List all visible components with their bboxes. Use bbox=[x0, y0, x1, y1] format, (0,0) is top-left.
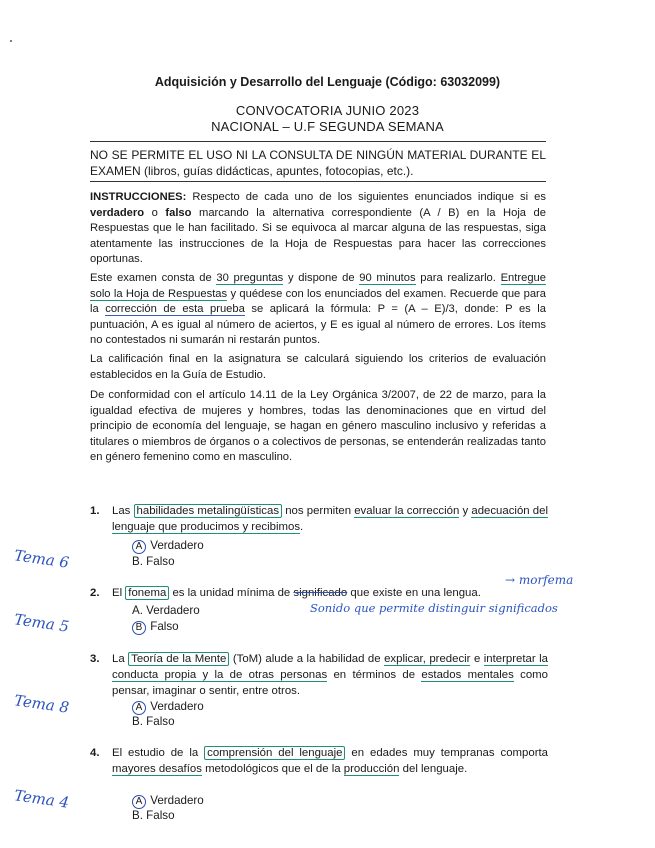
q4-option-b[interactable]: B. Falso bbox=[132, 809, 175, 822]
q4-handwritten-note: Tema 4 bbox=[13, 786, 71, 812]
q1-option-a[interactable]: A Verdadero bbox=[132, 538, 204, 554]
question-4: 4. El estudio de la comprensión del lenguaje en edades muy tempranas comporta mayores desafíos metodológicos que el de la producción del lenguaje. bbox=[90, 747, 548, 775]
material-warning: NO SE PERMITE EL USO NI LA CONSULTA DE NINGÚN MATERIAL DURANTE EL EXAMEN (libros, guías didácticas, apuntes, fotocopias, etc.). bbox=[90, 148, 546, 178]
q4-circled-answer: A bbox=[132, 795, 146, 809]
q4-option-a[interactable]: A Verdadero bbox=[132, 793, 204, 809]
q1-option-b[interactable]: B. Falso bbox=[132, 555, 175, 568]
q3-circled-answer: A bbox=[132, 701, 146, 715]
exam-rules-paragraph: Este examen consta de 30 preguntas y dispone de 90 minutos para realizarlo. Entregue solo la Hoja de Respuestas y quédese con los enunciados del examen. Recuerde que para la corrección de esta prueba se aplicará la fórmula: P = (A – E)/3, donde: P es la puntuación, A es igual al número de aciertos, y E es igual al número de errores. Los ítems no contestados ni sumarán ni restarán puntos. bbox=[90, 272, 546, 347]
question-3: 3. La Teoría de la Mente (ToM) alude a la habilidad de explicar, predecir e interpretar la conducta propia y la de otras personas en términos de estados mentales como pensar, imaginar o sentir, entre otros. bbox=[90, 653, 548, 697]
divider-top bbox=[90, 141, 546, 142]
q2-annotation-morfema: → morfema bbox=[505, 573, 574, 587]
instructions-paragraph: INSTRUCCIONES: Respecto de cada uno de los siguientes enunciados indique si es verdadero o falso marcando la alternativa correspondiente (A / B) en la Hoja de Respuestas que le han facilitado. Si se equivoca al marcar alguna de las respuestas, siga atentamente las instrucciones de la Hoja de Respuestas para hacer las correcciones oportunas. bbox=[90, 191, 546, 266]
q3-option-b[interactable]: B. Falso bbox=[132, 715, 175, 728]
semana-line: NACIONAL – U.F SEGUNDA SEMANA bbox=[211, 119, 444, 134]
q1-circled-answer: A bbox=[132, 540, 146, 554]
exam-title: Adquisición y Desarrollo del Lenguaje (Código: 63032099) bbox=[154, 75, 501, 89]
legal-paragraph: De conformidad con el artículo 14.11 de la Ley Orgánica 3/2007, de 22 de marzo, para la igualdad efectiva de mujeres y hombres, todas las denominaciones que en virtud del principio de economía del lenguaje, se hagan en género masculino inclusivo y referidas a titulares o miembros de órganos o a colectivos de personas, se entenderán realizadas tanto en género femenino como en masculino. bbox=[90, 389, 546, 464]
grading-paragraph: La calificación final en la asignatura se calculará siguiendo los criterios de evaluación establecidos en la Guía de Estudio. bbox=[90, 353, 546, 381]
q3-option-a[interactable]: A Verdadero bbox=[132, 699, 204, 715]
q2-option-b[interactable]: B Falso bbox=[132, 619, 179, 635]
divider-bottom bbox=[90, 181, 546, 182]
q2-annotation-definition: Sonido que permite distinguir significados bbox=[310, 601, 558, 615]
q3-handwritten-note: Tema 8 bbox=[13, 691, 71, 717]
q2-handwritten-note: Tema 5 bbox=[13, 610, 71, 636]
convocatoria-line: CONVOCATORIA JUNIO 2023 bbox=[235, 103, 420, 118]
q1-handwritten-note: Tema 6 bbox=[13, 546, 71, 572]
question-2: 2. El fonema es la unidad mínima de significado que existe en una lengua. bbox=[90, 587, 481, 599]
q2-option-a[interactable]: A. Verdadero bbox=[132, 604, 200, 617]
q2-circled-answer: B bbox=[132, 621, 146, 635]
question-1: 1. Las habilidades metalingüísticas nos permiten evaluar la corrección y adecuación del lenguaje que producimos y recibimos. bbox=[90, 505, 548, 533]
scan-speck bbox=[10, 40, 12, 42]
